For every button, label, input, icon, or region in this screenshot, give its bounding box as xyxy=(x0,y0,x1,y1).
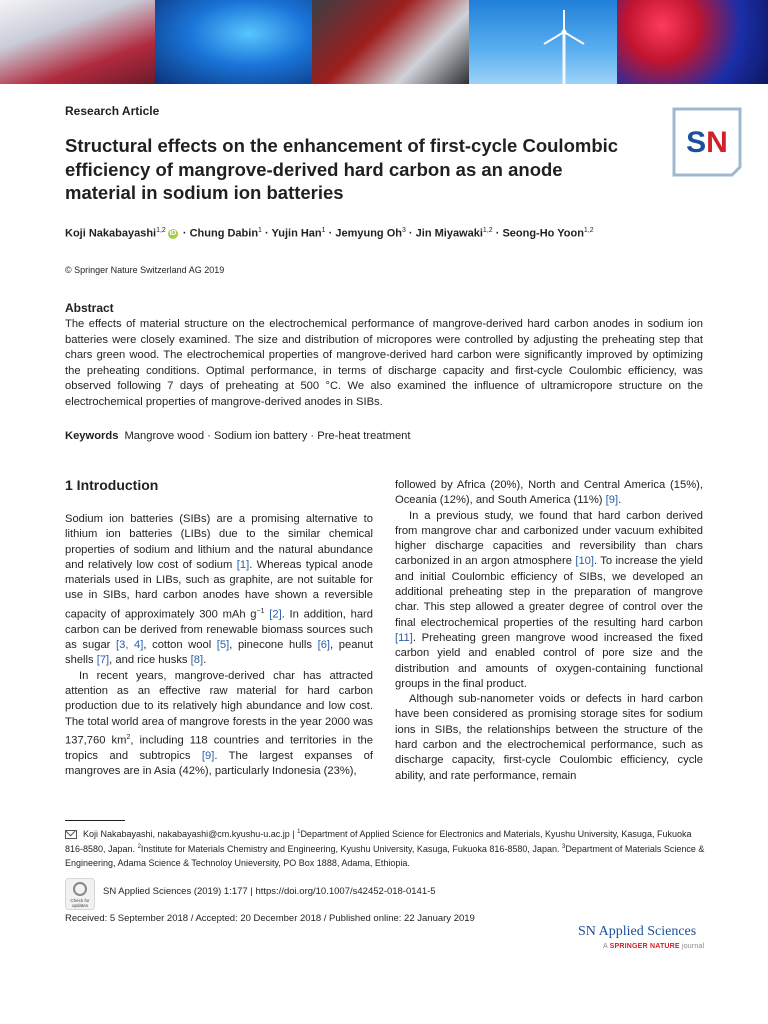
author-list: Koji Nakabayashi$^{1,2}$ iD · Chung Dabin$^1$ · Yujin Han$^1$ · Jemyung $Oh^3$ · Jin Miyawaki$^{1,2}$ · Seong-Ho Yoon$^{1,2}$ xyxy=(65,227,594,240)
author-affiliation: 1,2 xyxy=(583,227,594,234)
header-banner xyxy=(0,0,768,84)
citation-link[interactable]: [5] xyxy=(216,639,230,652)
orcid-icon[interactable]: iD xyxy=(169,229,177,237)
affiliation-text: Department of Materials Science & Engineering, Adama Science & Technoloy Unieversity, PO Box 1888, Adama, Ethiopia. xyxy=(65,844,705,868)
author-name[interactable]: Seong-Ho Yoon xyxy=(502,227,584,240)
banner-image-molecules xyxy=(617,0,768,84)
paragraph xyxy=(65,669,373,780)
body-column-left xyxy=(65,512,373,780)
sn-logo-text: SN xyxy=(686,126,728,159)
body-text: Sodium ion batteries (SIBs) are a promising alternative to lithium ion batteries (LIBs) due to the similar chemical properties of sodium and lithium and the natural abundance and relatively low cost of sodium xyxy=(65,513,373,571)
article-title: Structural effects on the enhancement of first-cycle Coulombic efficiency of mangrove-derived hard carbon as an anode material in sodium ion batteries xyxy=(65,135,619,203)
citation-link[interactable]: [1] xyxy=(236,558,250,571)
author-affiliation: 1,2 xyxy=(482,227,493,234)
paragraph xyxy=(395,509,703,693)
paragraph: Although sub-nanometer voids or defects in hard carbon have been considered as promising storage sites for sodium ions in SIBs, the relationships between the structure of the hard carbon and the electrochemical performance, such as discharge capacity, first-cycle Coulombic efficiency, cycle ability, and rate performance, remain xyxy=(395,693,703,782)
body-text: , and rice husks xyxy=(109,654,191,667)
abstract-text: The effects of material structure on the electrochemical performance of mangrove-derived hard carbon anodes in sodium ion batteries were closely examined. The size and distribution of micropores were controlled by adjusting the preheating step that chars green wood. The electrochemical properties of mangrove-derived hard carbon were significantly improved by optimizing the preheating conditions. Optimal performance, in terms of discharge capacity and first-cycle Coulombic efficiency, was observed following 7 days of preheating at 500 °C. We also examined the influence of ultramicropore structure on the electrochemical properties of mangrove-derived anodes in SIBs. xyxy=(65,318,703,408)
body-text: . To increase the yield and initial Coulombic efficiency of SIBs, we developed an additional preheating step in the preparation of mangrove char. This step allowed a greater degree of control over the final electrochemical properties of the resulting hard carbon xyxy=(395,555,703,629)
body-text: . The largest expanses of mangroves are in Asia (42%), particularly Indonesia (23%), xyxy=(65,749,373,778)
citation-link[interactable]: [2] xyxy=(269,608,282,621)
author-affiliation: 1,2 xyxy=(156,227,166,234)
body-text: In a previous study, we found that hard carbon derived from mangrove char and carbonized under vacuum exhibited higher discharge capacities and reversibility than chars carbonized in an argon atmosphere xyxy=(395,509,703,568)
superscript: 1 xyxy=(297,829,301,835)
citation-link[interactable]: [7] xyxy=(96,654,110,667)
publisher-line xyxy=(603,943,704,950)
body-text: , cotton wool xyxy=(143,639,217,652)
body-text: , including 118 countries and territories in the tropics and subtropics xyxy=(65,734,373,762)
citation-link[interactable]: [8] xyxy=(190,654,204,667)
keywords xyxy=(65,430,411,442)
keywords-label: Keywords xyxy=(65,430,119,442)
envelope-icon xyxy=(65,830,77,839)
author-affiliation: 1 xyxy=(321,227,326,234)
citation-doi[interactable]: SN Applied Sciences (2019) 1:177 | https://doi.org/10.1007/s42452-018-0141-5 xyxy=(103,886,436,897)
superscript: −1 xyxy=(256,607,265,615)
publisher-suffix: journal xyxy=(681,943,705,950)
author-name[interactable]: Koji Nakabayashi xyxy=(65,227,157,240)
banner-image-wind-turbine xyxy=(469,0,617,84)
check-for-updates-badge[interactable] xyxy=(65,878,95,910)
superscript: 3 xyxy=(561,844,566,851)
author-name[interactable]: Jin Miyawaki xyxy=(415,227,483,240)
affiliation-text: Institute for Materials Chemistry and Engineering, Kyushu University, Kasuga, Fukuoka 816-8580, Japan. xyxy=(140,844,562,855)
banner-image-cells xyxy=(0,0,155,84)
body-text: . xyxy=(618,494,622,507)
badge-text: updates xyxy=(71,903,88,908)
citation-link[interactable]: [9] xyxy=(605,494,619,507)
body-text: . Whereas typical anode materials used in LIBs, such as graphite, are not suitable for use in SIBs, hard carbon anodes have shown a reversible capacity of approximately 300 mAh g xyxy=(65,558,373,621)
paragraph xyxy=(395,478,703,509)
author-affiliation: 1 xyxy=(258,227,262,234)
journal-name: SN Applied Sciences xyxy=(578,924,697,939)
citation-link[interactable]: [11] xyxy=(395,631,413,644)
body-text: . Preheating green mangrove wood increased the fixed carbon yield and enabled control of pore size and the distribution and amounts of oxygen-containing functional groups in the final product. xyxy=(395,631,703,690)
check-updates-icon xyxy=(73,882,87,896)
wind-turbine-icon xyxy=(539,10,589,84)
citation-link[interactable]: [9] xyxy=(201,749,215,762)
article-type: Research Article xyxy=(65,104,160,118)
publication-dates: Received: 5 September 2018 / Accepted: 20 December 2018 / Published online: 22 January 2019 xyxy=(65,913,475,924)
body-text: followed by Africa (20%), North and Central America (15%), Oceania (12%), and South America (11%) xyxy=(395,479,703,507)
author-name[interactable]: Chung Dabin xyxy=(189,227,259,240)
citation-link[interactable]: [3, 4] xyxy=(116,639,144,652)
badge-text: Check for xyxy=(70,898,90,903)
citation-link[interactable]: [6] xyxy=(317,639,331,652)
body-text: , pinecone hulls xyxy=(229,639,318,652)
banner-image-plasma xyxy=(155,0,312,84)
author-name[interactable]: Jemyung Oh xyxy=(335,227,402,240)
sn-logo-icon xyxy=(672,107,742,177)
keywords-text: Mangrove wood · Sodium ion battery · Pre-heat treatment xyxy=(124,430,411,442)
corresponding-author[interactable]: Koji Nakabayashi, nakabayashi@cm.kyushu-u.ac.jp | xyxy=(83,829,298,839)
section-heading: 1 Introduction xyxy=(65,477,159,493)
author-name[interactable]: Yujin Han xyxy=(271,227,322,240)
superscript: 2 xyxy=(137,844,141,851)
footnote-affiliations xyxy=(65,826,705,870)
body-text: . xyxy=(203,654,207,667)
body-column-right xyxy=(395,478,703,784)
body-text: In recent years, mangrove-derived char has attracted attention as an effective raw material for hard carbon production due to its relatively high abundance and low cost. The total world area of mangrove forests in the year 2000 was 137,760 km xyxy=(65,669,373,747)
superscript: 2 xyxy=(126,733,131,741)
author-affiliation: 3 xyxy=(401,227,406,234)
footnote-divider xyxy=(65,820,125,821)
body-text: , peanut shells xyxy=(65,639,373,667)
paragraph xyxy=(65,512,373,669)
affiliation-text: Department of Applied Science for Electronics and Materials, Kyushu University, Kasuga, Fukuoka 816-8580, Japan. xyxy=(65,829,692,855)
banner-image-generator xyxy=(312,0,469,84)
abstract-heading: Abstract xyxy=(65,301,114,315)
body-text: . In addition, hard carbon can be derived from renewable biomass sources such as sugar xyxy=(65,608,374,652)
copyright-notice: © Springer Nature Switzerland AG 2019 xyxy=(65,265,225,275)
citation-link[interactable]: [10] xyxy=(575,555,595,568)
publisher-name: SPRINGER NATURE xyxy=(609,943,680,950)
publisher-prefix: A xyxy=(603,943,608,950)
